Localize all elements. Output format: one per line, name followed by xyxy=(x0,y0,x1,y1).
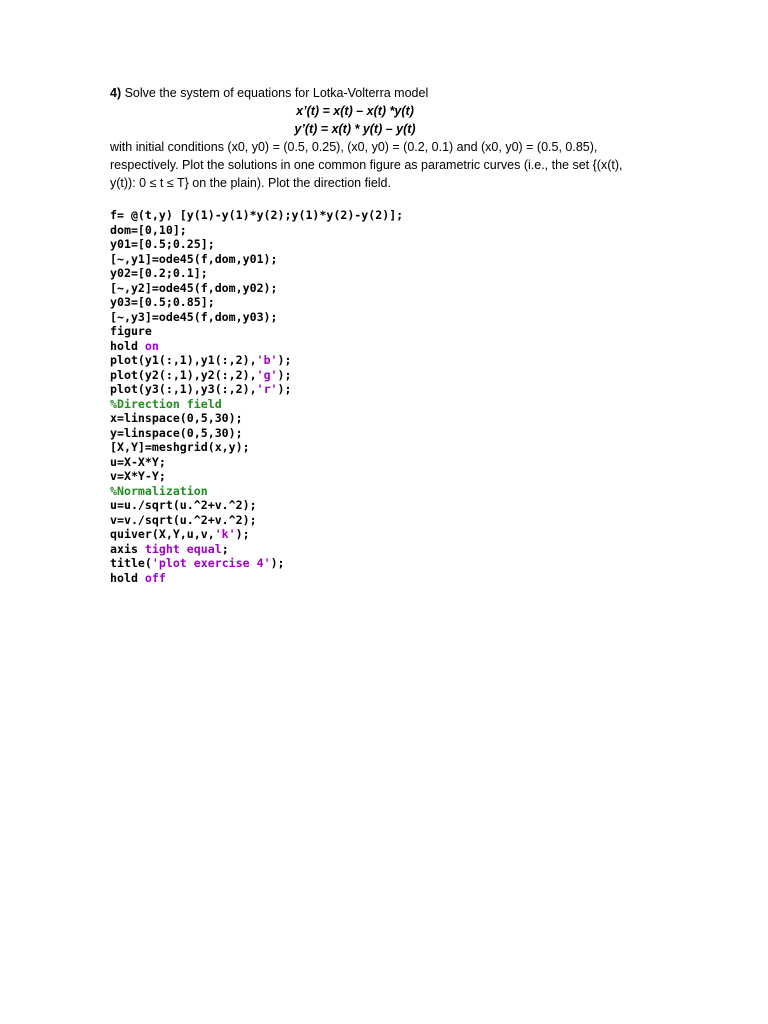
code-string: 'k' xyxy=(214,527,236,541)
code-text: plot(y1(:,1),y1(:,2), xyxy=(110,353,257,367)
code-line xyxy=(110,527,403,542)
code-line: u=X-X*Y; xyxy=(110,454,166,469)
problem-body-line-3: y(t)): 0 ≤ t ≤ T} on the plain). Plot the direction field. xyxy=(110,176,391,190)
code-line: figure xyxy=(110,324,152,338)
code-line: dom=[0,10]; xyxy=(110,222,187,237)
code-line xyxy=(110,339,403,354)
code-line xyxy=(110,382,403,397)
code-line: [X,Y]=meshgrid(x,y); xyxy=(110,440,250,454)
code-string: 'g' xyxy=(256,367,278,382)
problem-number: 4) xyxy=(110,86,122,100)
code-line: y=linspace(0,5,30); xyxy=(110,425,243,440)
code-keyword: tight equal xyxy=(144,541,222,556)
equation-x: x’(t) = x(t) – x(t) *y(t) xyxy=(296,104,414,118)
code-line xyxy=(110,542,403,557)
code-text: plot(y2(:,1),y2(:,2), xyxy=(110,367,257,382)
code-line: v=v./sqrt(u.^2+v.^2); xyxy=(110,512,257,527)
code-text: ; xyxy=(221,541,229,556)
code-line: [~,y1]=ode45(f,dom,y01); xyxy=(110,251,278,266)
problem-body-line-2: respectively. Plot the solutions in one common figure as parametric curves (i.e., the set {(x(t), xyxy=(110,158,623,172)
code-line: u=u./sqrt(u.^2+v.^2); xyxy=(110,498,257,512)
code-line: y03=[0.5;0.85]; xyxy=(110,295,215,309)
problem-title-line xyxy=(110,84,670,102)
code-comment: %Normalization xyxy=(110,483,208,498)
code-line xyxy=(110,368,403,383)
code-line: y02=[0.2;0.1]; xyxy=(110,266,208,280)
code-line: v=X*Y-Y; xyxy=(110,469,166,483)
code-line: f= @(t,y) [y(1)-y(1)*y(2);y(1)*y(2)-y(2)]; xyxy=(110,208,404,222)
code-line xyxy=(110,353,403,368)
code-text: ); xyxy=(235,527,250,541)
code-text: axis xyxy=(110,541,145,556)
problem-body-line-1: with initial conditions (x0, y0) = (0.5, 0.25), (x0, y0) = (0.2, 0.1) and (x0, y0) = (0.5, 0.85), xyxy=(110,140,598,154)
code-string: 'plot exercise 4' xyxy=(151,556,271,570)
code-text: hold xyxy=(110,338,145,353)
code-text: ); xyxy=(277,367,292,382)
code-line: y01=[0.5;0.25]; xyxy=(110,237,215,251)
code-line: x=linspace(0,5,30); xyxy=(110,411,243,425)
problem-title: Solve the system of equations for Lotka-Volterra model xyxy=(121,86,429,100)
code-text: plot(y3(:,1),y3(:,2), xyxy=(110,382,257,396)
matlab-code-block xyxy=(110,208,403,585)
code-keyword: off xyxy=(144,570,166,585)
code-text: title( xyxy=(110,556,152,570)
code-text: ); xyxy=(270,556,285,570)
code-string: 'r' xyxy=(256,382,278,396)
code-line xyxy=(110,571,403,586)
code-line: [~,y3]=ode45(f,dom,y03); xyxy=(110,309,278,324)
code-keyword: on xyxy=(144,338,159,353)
code-line xyxy=(110,556,403,571)
code-text: ); xyxy=(277,382,292,396)
code-text: hold xyxy=(110,570,145,585)
code-comment: %Direction field xyxy=(110,396,222,411)
code-text: quiver(X,Y,u,v, xyxy=(110,527,215,541)
code-string: 'b' xyxy=(256,353,278,367)
code-text: ); xyxy=(277,353,292,367)
problem-statement xyxy=(110,84,670,192)
equation-y: y’(t) = x(t) * y(t) – y(t) xyxy=(294,122,416,136)
code-line: [~,y2]=ode45(f,dom,y02); xyxy=(110,280,278,295)
